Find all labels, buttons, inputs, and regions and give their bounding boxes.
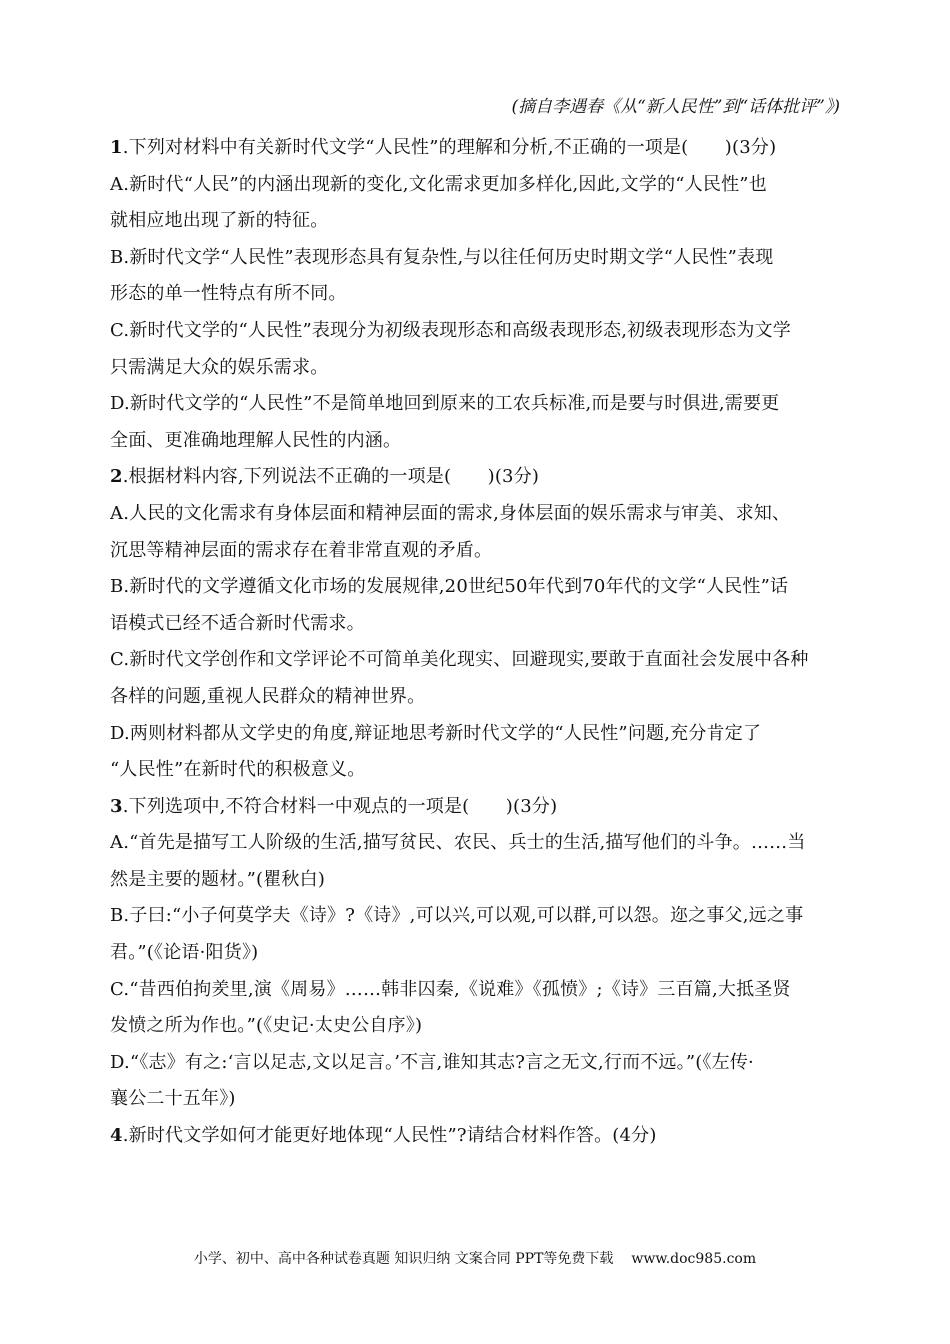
line-text: 各样的问题,重视人民群众的精神世界。 [110,685,426,707]
line-text: 就相应地出现了新的特征。 [110,210,329,232]
text-line [110,679,842,716]
line-text: 全面、更准确地理解人民性的内涵。 [110,429,402,451]
text-line [110,935,842,972]
footer-url[interactable]: www.doc985.com [631,1251,757,1267]
text-line [110,862,842,899]
text-line [110,276,842,313]
text-line [110,825,842,862]
page-footer [0,1248,950,1268]
line-text: 语模式已经不适合新时代需求。 [110,612,365,634]
line-text: D.两则材料都从文学史的角度,辩证地思考新时代文学的“人民性”问题,充分肯定了 [110,722,762,744]
line-text: C.新时代文学的“人民性”表现分为初级表现形态和高级表现形态,初级表现形态为文学 [110,319,791,341]
text-line [110,1081,842,1118]
line-text: 君。”(《论语·阳货》) [110,942,259,964]
text-line [110,898,842,935]
line-text: .下列对材料中有关新时代文学“人民性”的理解和分析,不正确的一项是( )(3分) [122,137,777,158]
line-text: A.新时代“人民”的内涵出现新的变化,文化需求更加多样化,因此,文学的“人民性”也 [110,173,767,195]
line-text: “人民性”在新时代的积极意义。 [110,759,366,781]
question-number: 2 [110,466,123,488]
line-text: B.子曰:“小子何莫学夫《诗》?《诗》,可以兴,可以观,可以群,可以怨。迩之事父,远之事 [110,905,804,927]
question-number: 3 [110,795,123,817]
text-line [110,716,842,753]
text-line [110,496,842,533]
text-line [110,240,842,277]
line-text: 只需满足大众的娱乐需求。 [110,356,329,378]
question-number: 4 [110,1125,123,1147]
footer-text: 小学、初中、高中各种试卷真题 知识归纳 文案合同 PPT等免费下载 [193,1251,614,1267]
text-line [110,533,842,570]
line-text: .新时代文学如何才能更好地体现“人民性”?请结合材料作答。(4分) [122,1125,657,1147]
text-line [110,203,842,240]
line-text: .下列选项中,不符合材料一中观点的一项是( )(3分) [122,795,558,817]
question-stem [110,1118,842,1155]
line-text: 发愤之所为作也。”(《史记·太史公自序》) [110,1015,423,1037]
text-line [110,1045,842,1082]
line-text: .根据材料内容,下列说法不正确的一项是( )(3分) [122,466,540,488]
question-number: 1 [110,137,123,158]
text-line [110,386,842,423]
source-citation: (摘自李遇春《从“新人民性”到“话体批评”》) [511,97,840,117]
line-text: 沉思等精神层面的需求存在着非常直观的矛盾。 [110,539,493,561]
text-line [110,313,842,350]
line-text: 然是主要的题材。”(瞿秋白) [110,868,326,890]
line-text: B.新时代文学“人民性”表现形态具有复杂性,与以往任何历史时期文学“人民性”表现 [110,246,774,268]
text-line [110,606,842,643]
text-line [110,972,842,1009]
line-text: C.新时代文学创作和文学评论不可简单美化现实、回避现实,要敢于直面社会发展中各种 [110,649,809,671]
question-stem [110,130,842,167]
text-line [110,350,842,387]
line-text: 形态的单一性特点有所不同。 [110,283,347,305]
line-text: D.新时代文学的“人民性”不是简单地回到原来的工农兵标准,而是要与时俱进,需要更 [110,393,780,415]
text-line [110,752,842,789]
line-text: A.“首先是描写工人阶级的生活,描写贫民、农民、兵士的生活,描写他们的斗争。……当 [110,832,806,854]
line-text: D.“《志》有之:‘言以足志,文以足言。’不言,谁知其志?言之无文,行而不远。”(《左传· [110,1051,754,1073]
line-text: A.人民的文化需求有身体层面和精神层面的需求,身体层面的娱乐需求与审美、求知、 [110,502,791,524]
line-text: 襄公二十五年》) [110,1088,236,1110]
question-stem [110,459,842,496]
text-line [110,167,842,204]
text-line [110,423,842,460]
text-line [110,1008,842,1045]
question-stem [110,789,842,826]
line-text: C.“昔西伯拘羑里,演《周易》……韩非囚秦,《说难》《孤愤》;《诗》三百篇,大抵圣贤 [110,978,791,1000]
question-content [110,130,842,1155]
text-line [110,642,842,679]
text-line [110,569,842,606]
line-text: B.新时代的文学遵循文化市场的发展规律,20世纪50年代到70年代的文学“人民性”话 [110,576,789,598]
